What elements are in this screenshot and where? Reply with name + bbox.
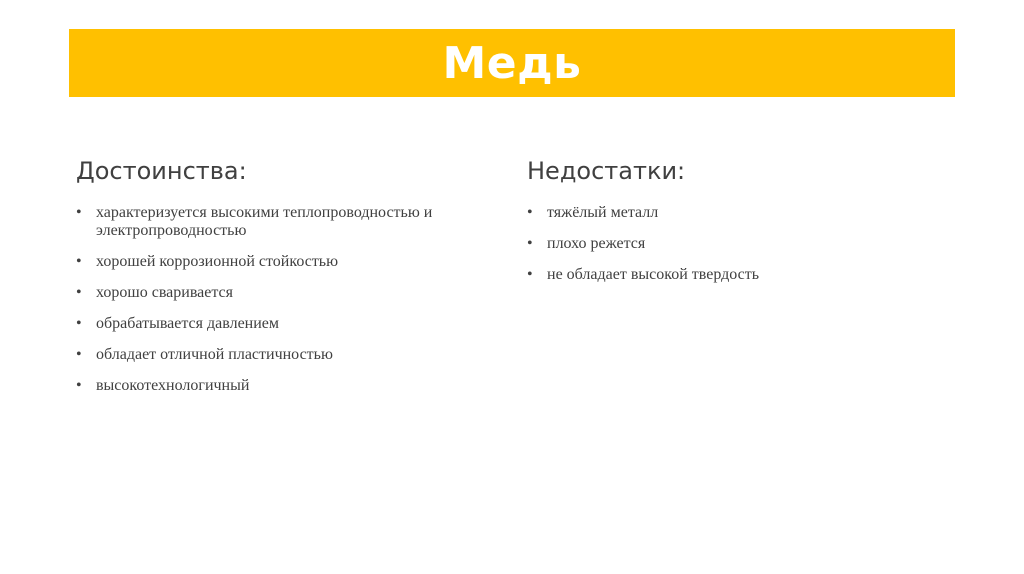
list-item-text: хорошо сваривается	[96, 284, 234, 301]
list-item	[76, 204, 506, 240]
list-item	[527, 235, 967, 253]
bullet-icon: •	[76, 315, 82, 332]
bullet-icon: •	[76, 377, 82, 394]
advantages-list	[76, 204, 506, 395]
list-item-text: характеризуется высокими теплопроводностью и электропроводностью	[96, 204, 433, 239]
list-item-text: хорошей коррозионной стойкостью	[96, 253, 339, 270]
bullet-icon: •	[76, 284, 82, 301]
list-item	[527, 204, 967, 222]
list-item	[76, 253, 506, 271]
list-item-text: тяжёлый металл	[547, 204, 659, 221]
list-item-text: обладает отличной пластичностью	[96, 346, 333, 363]
disadvantages-column	[527, 155, 967, 297]
bullet-icon: •	[527, 235, 533, 252]
advantages-column	[76, 155, 506, 408]
title-banner	[69, 29, 955, 97]
list-item-text: высокотехнологичный	[96, 377, 250, 394]
list-item	[527, 266, 967, 284]
disadvantages-list	[527, 204, 967, 284]
list-item-text: обрабатывается давлением	[96, 315, 280, 332]
list-item-text: плохо режется	[547, 235, 646, 252]
list-item	[76, 346, 506, 364]
list-item	[76, 315, 506, 333]
list-item-text: не обладает высокой твердость	[547, 266, 760, 283]
bullet-icon: •	[76, 204, 82, 221]
bullet-icon: •	[527, 266, 533, 283]
list-item	[76, 284, 506, 302]
disadvantages-heading: Недостатки:	[527, 157, 686, 185]
bullet-icon: •	[527, 204, 533, 221]
bullet-icon: •	[76, 346, 82, 363]
bullet-icon: •	[76, 253, 82, 270]
advantages-heading: Достоинства:	[76, 157, 247, 185]
list-item	[76, 377, 506, 395]
slide-title: Медь	[442, 37, 582, 89]
